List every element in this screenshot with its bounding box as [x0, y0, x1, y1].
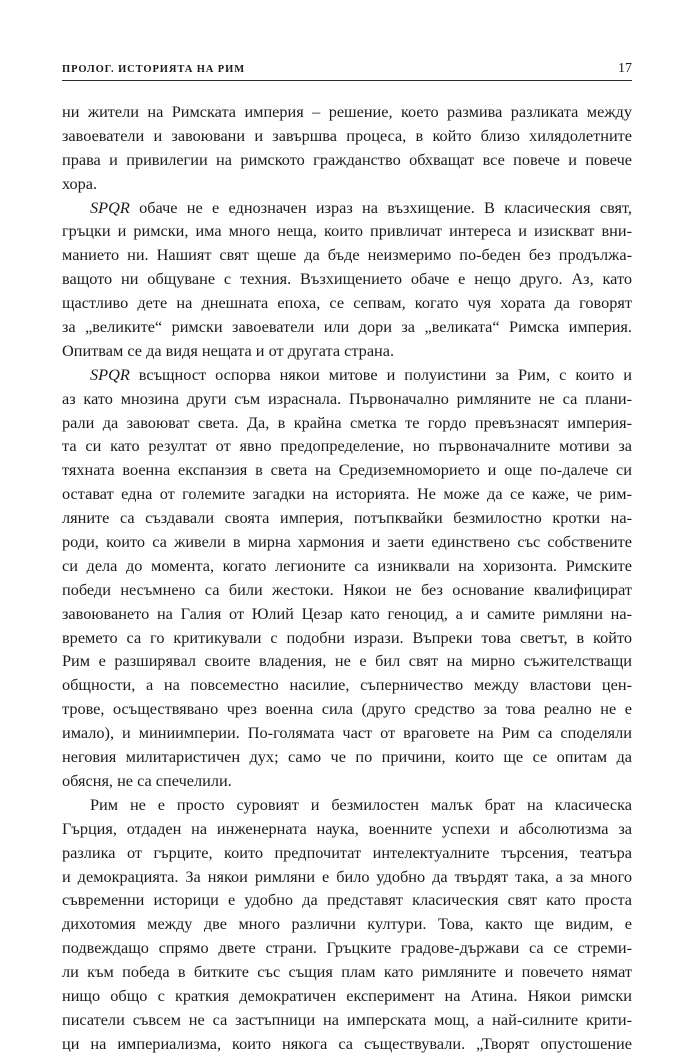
text-line — [62, 243, 632, 267]
text-line — [62, 506, 632, 530]
text-line — [62, 387, 632, 411]
header-rule — [62, 80, 632, 81]
line-text: съвременни историци е удобно да представят класическия свят като проста — [62, 890, 632, 910]
text-line — [62, 100, 632, 124]
line-text: та си като резултат от явно предопределение, но първоначалните мотиви за — [62, 436, 632, 456]
text-line — [62, 865, 632, 889]
text-line — [62, 411, 632, 435]
text-line — [62, 1008, 632, 1032]
line-text: нищо общо с краткия демократичен експеримент на Атина. Някои римски — [62, 985, 632, 1005]
text-line — [62, 697, 632, 721]
text-line — [62, 936, 632, 960]
line-text: и демокрацията. За някои римляни е било удобно да твърдят така, а за много — [62, 866, 632, 886]
page-number: 17 — [618, 61, 632, 76]
text-line — [62, 721, 632, 745]
text-line — [62, 196, 632, 220]
text-line — [62, 530, 632, 554]
text-line — [62, 578, 632, 602]
line-text: Гърция, отдаден на инженерната наука, военните успехи и абсолютизма за — [62, 818, 632, 838]
text-line — [62, 1032, 632, 1056]
text-line — [62, 434, 632, 458]
line-text: гръцки и римски, има много неща, които привличат интереса и изискват вни- — [62, 221, 632, 241]
running-header — [62, 60, 632, 80]
text-line — [62, 363, 632, 387]
line-text: писатели съвсем не са застъпници на имперската мощ, а най-силните крити- — [62, 1009, 632, 1029]
line-text: дихотомия между две много различни култури. Това, както ще видим, е — [62, 914, 632, 934]
line-text: подвеждащо спрямо двете страни. Гръцките градове-държави са се стреми- — [62, 938, 632, 958]
chapter-title: ПРОЛОГ. ИСТОРИЯТА НА РИМ — [62, 64, 246, 75]
text-line — [62, 649, 632, 673]
line-text: обаче не е еднозначен израз на възхищение. В класическия свят, — [129, 197, 632, 217]
line-text: завоюването на Галия от Юлий Цезар като геноцид, а и самите римляни на- — [62, 603, 632, 623]
line-text: за „великите“ римски завоеватели или дори за „великата“ Римска империя. — [62, 317, 632, 337]
text-line — [62, 817, 632, 841]
text-line — [62, 124, 632, 148]
text-line — [62, 745, 632, 769]
italic-term: SPQR — [90, 197, 130, 217]
text-line — [62, 793, 632, 817]
line-text: ли към победа в битките със същия плам като римляните и повечето нямат — [62, 962, 632, 982]
line-text: общности, а на повсеместно насилие, съперничество между властови цен- — [62, 675, 632, 695]
line-text: хора. — [62, 173, 98, 193]
line-text: трове, осъществявано чрез военна сила (друго средство за това реално не е — [62, 699, 632, 719]
line-text: ни жители на Римската империя – решение, което размива разликата между — [62, 102, 632, 121]
line-text: остават една от големите загадки на историята. Не може да се каже, че рим- — [62, 484, 632, 504]
body-text — [62, 100, 632, 1056]
line-text: обясня, не са спечелили. — [62, 770, 232, 790]
line-text: времето са го критикували с подобни изрази. Въпреки това светът, в който — [62, 627, 632, 647]
line-text: неговия милитаристичен дух; само че по причини, които ще се опитам да — [62, 747, 632, 767]
text-line — [62, 673, 632, 697]
text-line — [62, 888, 632, 912]
line-text: си дела до момента, когато легионите са изниквали на хоризонта. Римските — [62, 555, 632, 575]
line-text: Опитвам се да видя нещата и от другата страна. — [62, 340, 395, 360]
line-text: роди, които са живели в мирна хармония и заети единствено със собствените — [62, 532, 632, 552]
text-line — [62, 912, 632, 936]
text-line — [62, 315, 632, 339]
line-text: ляните са създавали своята империя, потъпквайки безмилостно кротки на- — [62, 508, 632, 528]
text-line — [62, 148, 632, 172]
line-text: ващото ни общуване с техния. Възхищението обаче е нещо друго. Аз, като — [62, 269, 632, 289]
text-line — [62, 626, 632, 650]
line-text: рали да завоюват света. Да, в крайна сметка те гордо превъзнасят империя- — [62, 412, 632, 432]
line-text: всъщност оспорва някои митове и полуистини за Рим, с които и — [129, 364, 632, 384]
line-text: права и привилегии на римското гражданство обхващат все повече и повече — [62, 149, 632, 169]
text-line — [62, 267, 632, 291]
line-text: аз като мнозина други съм израснала. Първоначално римляните не са плани- — [62, 388, 632, 408]
line-text: манието ни. Нашият свят щеше да бъде неизмеримо по-беден без продължа- — [62, 245, 632, 265]
text-line — [62, 291, 632, 315]
line-text: ци на империализма, които някога са съществували. „Творят опустошение — [62, 1033, 632, 1053]
line-text: имало), и миниимперии. По-голямата част от враговете на Рим са споделяли — [62, 723, 632, 743]
text-line — [62, 554, 632, 578]
line-text: тяхната военна експанзия в света на Средиземноморието и още по-далече си — [62, 460, 632, 480]
line-text: победи несъмнено са били жестоки. Някои не без основание квалифицират — [62, 579, 632, 599]
line-text: разлика от гърците, които предпочитат интелектуалните търсения, театъра — [62, 842, 632, 862]
text-line — [62, 219, 632, 243]
text-line — [62, 960, 632, 984]
line-text: щастливо дете на днешната епоха, се сепвам, когато чуя хората да говорят — [62, 293, 632, 313]
text-line — [62, 482, 632, 506]
line-text: Рим е разширявал своите владения, не е бил свят на мирно съжителстващи — [62, 651, 632, 671]
italic-term: SPQR — [90, 364, 130, 384]
text-line — [62, 602, 632, 626]
text-line — [62, 458, 632, 482]
text-line — [62, 841, 632, 865]
text-line — [62, 339, 632, 363]
text-line — [62, 172, 632, 196]
line-text: Рим не е просто суровият и безмилостен малък брат на класическа — [90, 794, 632, 814]
text-line — [62, 769, 632, 793]
line-text: завоеватели и завоювани и завършва процеса, в който близо хилядолетните — [62, 125, 632, 145]
